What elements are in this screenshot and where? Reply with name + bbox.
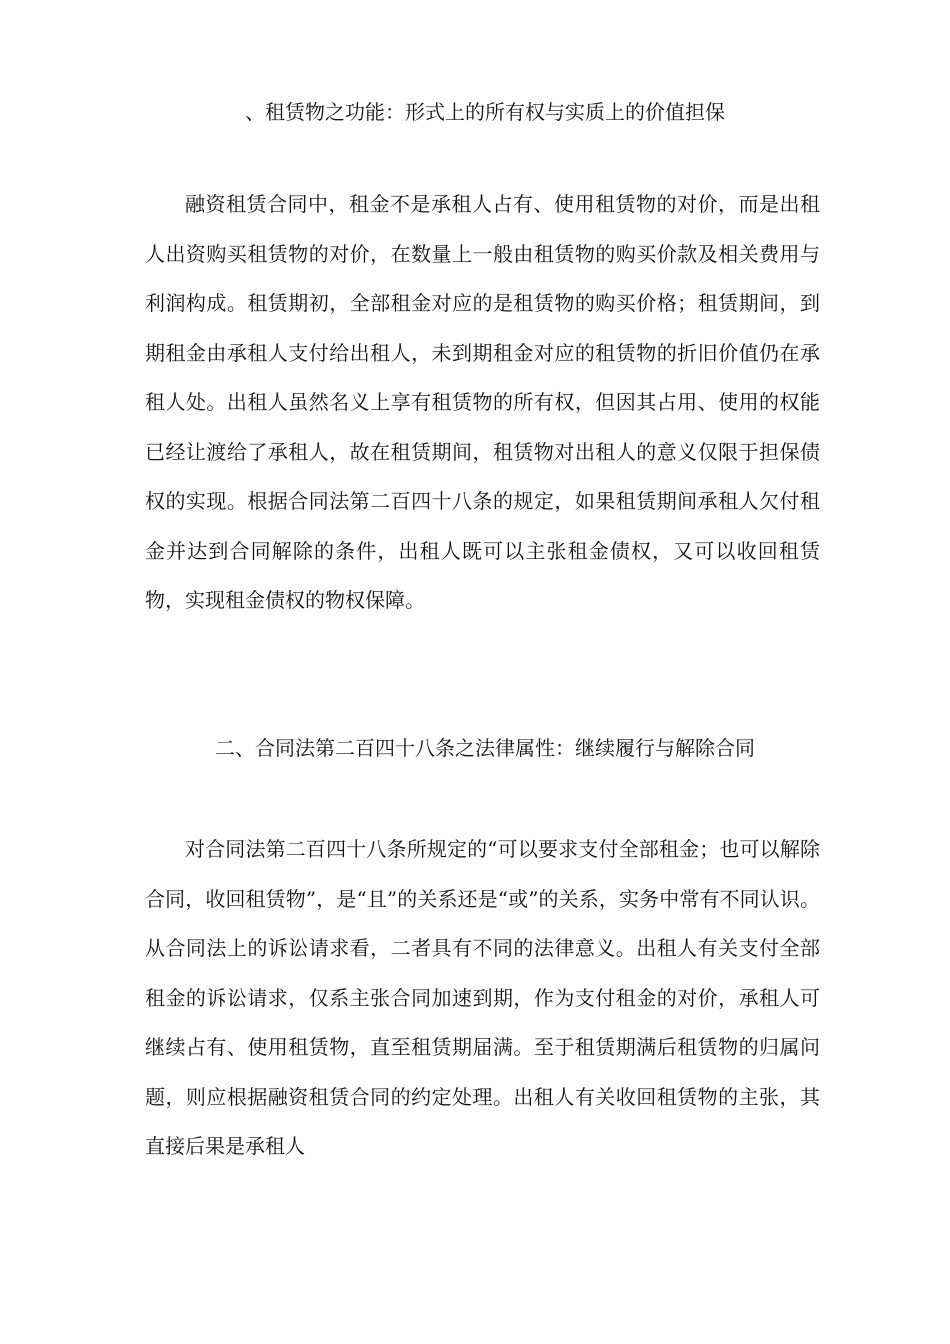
section-2-paragraph: 对合同法第二百四十八条所规定的“可以要求支付全部租金；也可以解除合同，收回租赁物”，是“且”的关系还是“或”的关系，实务中常有不同认识。从合同法上的诉讼请求看，二者具有不同的法律意义。出租人有关支付全部租金的诉讼请求，仅系主张合同加速到期，作为支付租金的对价，承租人可继续占有、使用租赁物，直至租赁期届满。至于租赁期满后租赁物的归属问题，则应根据融资租赁合同的约定处理。出租人有关收回租赁物的主张，其直接后果是承租人 <box>145 837 820 1158</box>
section-1-heading: 、租赁物之功能：形式上的所有权与实质上的价值担保 <box>245 100 725 124</box>
section-2-heading: 二、合同法第二百四十八条之法律属性：继续履行与解除合同 <box>215 736 755 760</box>
section-1-paragraph: 融资租赁合同中，租金不是承租人占有、使用租赁物的对价，而是出租人出资购买租赁物的对价，在数量上一般由租赁物的购买价款及相关费用与利润构成。租赁期初，全部租金对应的是租赁物的购买价格；租赁期间，到期租金由承租人支付给出租人，未到期租金对应的租赁物的折旧价值仍在承租人处。出租人虽然名义上享有租赁物的所有权，但因其占用、使用的权能已经让渡给了承租人，故在租赁期间，租赁物对出租人的意义仅限于担保债权的实现。根据合同法第二百四十八条的规定，如果租赁期间承租人欠付租金并达到合同解除的条件，出租人既可以主张租金债权，又可以收回租赁物，实现租金债权的物权保障。 <box>145 192 820 612</box>
